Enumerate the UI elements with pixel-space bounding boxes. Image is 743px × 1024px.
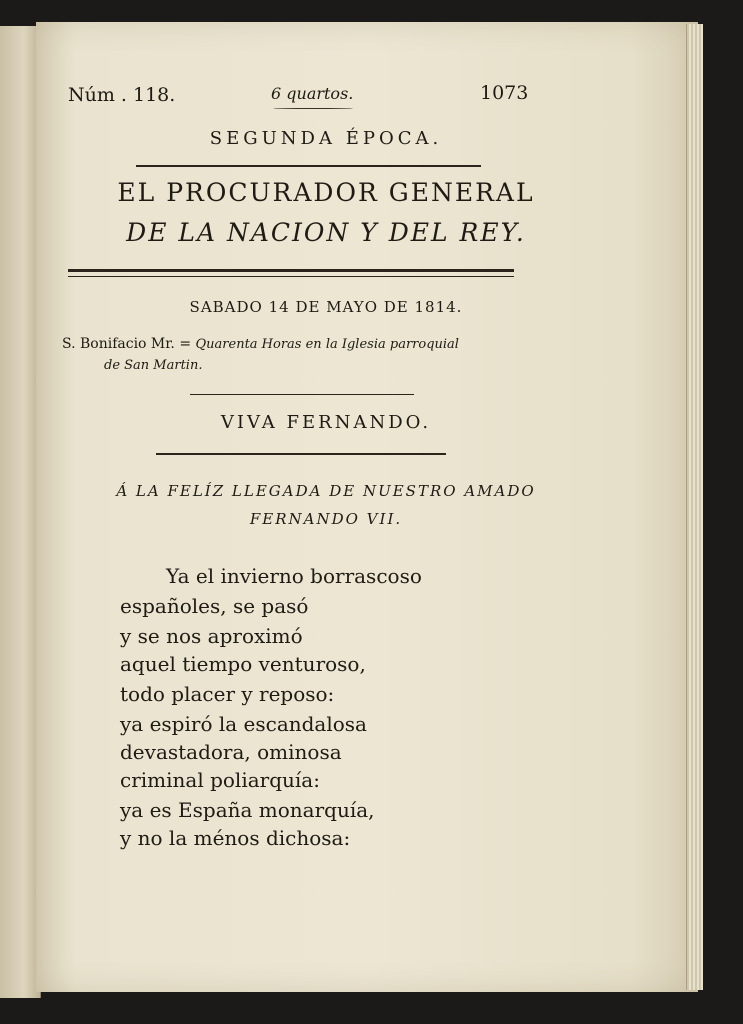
issue-price-text: 6 quartos. bbox=[271, 84, 354, 103]
verse-line: todo placer y reposo: bbox=[120, 682, 335, 706]
feast-separator: = bbox=[179, 336, 192, 352]
feast-devotion: Quarenta Horas en la Iglesia parroquial bbox=[195, 337, 459, 352]
verse-line: devastadora, ominosa bbox=[120, 740, 342, 764]
verse-line: Ya el invierno borrascoso bbox=[166, 564, 422, 588]
epoch-heading: SEGUNDA ÉPOCA. bbox=[209, 128, 443, 149]
verse-line: y no la ménos dichosa: bbox=[120, 826, 351, 850]
price-flourish bbox=[273, 108, 353, 109]
masthead-line-1: EL PROCURADOR GENERAL bbox=[117, 178, 535, 207]
rule-under-epoch bbox=[136, 165, 481, 167]
double-rule-thin bbox=[68, 276, 514, 277]
verse-line: ya es España monarquía, bbox=[120, 798, 375, 822]
feast-place: de San Martin. bbox=[104, 358, 203, 373]
rule-before-viva bbox=[190, 394, 414, 395]
double-rule-thick bbox=[68, 269, 514, 272]
verse-line: españoles, se pasó bbox=[120, 594, 309, 618]
feast-saint: S. Bonifacio Mr. bbox=[62, 336, 175, 352]
verse-line: ya espiró la escandalosa bbox=[120, 712, 367, 736]
issue-date: SABADO 14 DE MAYO DE 1814. bbox=[189, 298, 463, 316]
issue-price bbox=[271, 84, 353, 103]
verse-line: y se nos aproximó bbox=[120, 624, 303, 648]
rule-after-viva bbox=[156, 453, 446, 455]
verse-line: criminal poliarquía: bbox=[120, 768, 320, 792]
feast-line bbox=[62, 336, 459, 352]
document-page bbox=[36, 22, 698, 992]
viva-heading: VIVA FERNANDO. bbox=[220, 412, 432, 433]
facing-page-edge bbox=[0, 26, 41, 998]
issue-number: Núm . 118. bbox=[68, 84, 176, 106]
poem-title-line-2: FERNANDO VII. bbox=[249, 510, 403, 528]
stacked-page-edges bbox=[686, 24, 703, 990]
masthead-line-2: DE LA NACION Y DEL REY. bbox=[126, 218, 526, 247]
page-number: 1073 bbox=[480, 82, 529, 104]
poem-title-line-1: Á LA FELÍZ LLEGADA DE NUESTRO AMADO bbox=[116, 482, 536, 500]
verse-line: aquel tiempo venturoso, bbox=[120, 652, 366, 676]
